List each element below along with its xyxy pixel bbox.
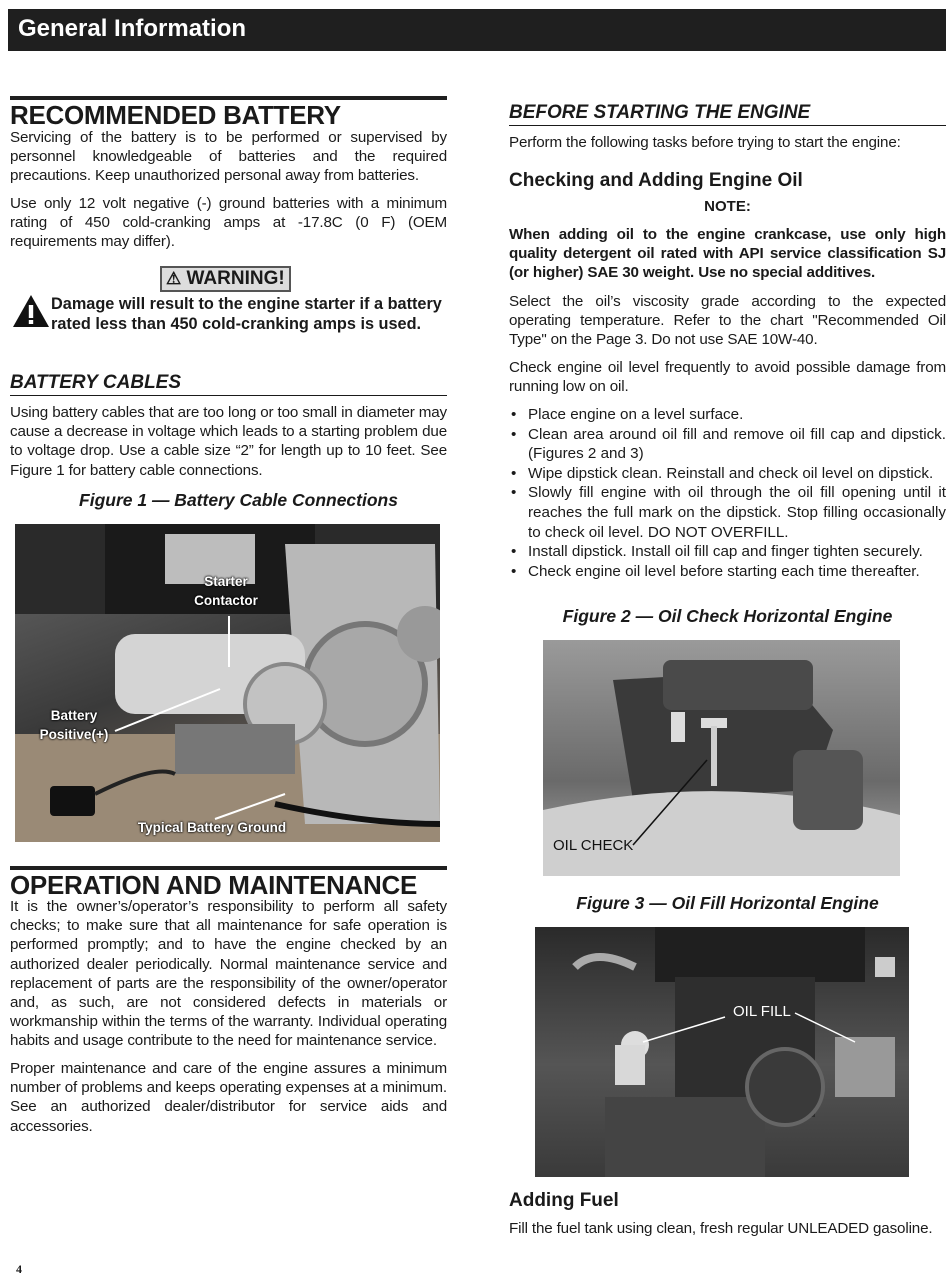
operation-paragraph-1: It is the owner’s/operator’s responsibility to perform all safety checks; to make sure that all maintenance for safe operation is performed promptly; and to have the engine checked by an authorized dealer periodically. Normal maintenance service and replacement of parts are the responsibility of the owner/operator and, as such, are not considered defects in materials or workmanship within the terms of the warranty. Individual operating habits and usage contribute to the need for maintenance service.	[10, 898, 447, 1050]
section-header-bar	[8, 9, 946, 51]
before-starting-intro: Perform the following tasks before trying to start the engine:	[509, 134, 901, 151]
oil-fill-engine-illustration	[535, 927, 909, 1177]
figure-1-photo	[15, 524, 440, 842]
label-battery-positive: Battery Positive(+)	[39, 708, 109, 742]
list-item: • Install dipstick. Install oil fill cap and finger tighten securely.	[509, 542, 946, 562]
battery-cables-paragraph: Using battery cables that are too long or too small in diameter may cause a decrease in voltage which leads to a starting problem due to voltage drop. Use a cable size “2” for length up to 10 feet. See Figure 1 for battery cable connections.	[10, 404, 447, 479]
page-number: 4	[16, 1262, 22, 1276]
warning-text: Damage will result to the engine starter if a battery rated less than 450 cold-cranking amps is used.	[51, 295, 442, 333]
label-battery-ground: Typical Battery Ground	[137, 820, 287, 835]
list-item: • Clean area around oil fill and remove oil fill cap and dipstick. (Figures 2 and 3)	[509, 425, 946, 464]
warning-label-box	[160, 266, 291, 292]
figure-3-caption: Figure 3 — Oil Fill Horizontal Engine	[576, 893, 879, 913]
list-item: • Check engine oil level before starting each time thereafter.	[509, 562, 946, 582]
battery-paragraph-2: Use only 12 volt negative (-) ground batteries with a minimum rating of 450 cold-cranking amps at -17.8C (0 F) (OEM requirements may differ).	[10, 195, 447, 251]
battery-title: RECOMMENDED BATTERY	[10, 100, 341, 130]
operation-title: OPERATION AND MAINTENANCE	[10, 870, 418, 900]
warning-label: WARNING!	[186, 268, 285, 289]
list-item: • Wipe dipstick clean. Reinstall and check oil level on dipstick.	[509, 464, 946, 484]
figure-1-caption: Figure 1 — Battery Cable Connections	[79, 490, 398, 510]
label-oil-check: OIL CHECK	[553, 837, 634, 854]
oil-section-heading: Checking and Adding Engine Oil	[509, 170, 803, 191]
figure-2-photo	[543, 640, 900, 876]
note-text: When adding oil to the engine crankcase, use only high quality detergent oil rated with API service classification SJ (or higher) SAE 30 weight. Use no special additives.	[509, 226, 946, 282]
adding-fuel-heading: Adding Fuel	[509, 1190, 619, 1211]
warning-triangle-icon	[12, 293, 50, 329]
list-item: • Slowly fill engine with oil through the oil fill opening until it reaches the full mark on the dipstick. Stop filling occasionally to check oil level. DO NOT OVERFILL.	[509, 483, 946, 542]
before-starting-heading: BEFORE STARTING THE ENGINE	[509, 102, 946, 126]
figure-3-photo	[535, 927, 909, 1177]
note-label: NOTE:	[704, 198, 751, 215]
adding-fuel-paragraph: Fill the fuel tank using clean, fresh regular UNLEADED gasoline.	[509, 1220, 933, 1237]
battery-paragraph-1: Servicing of the battery is to be performed or supervised by personnel knowledgeable of batteries and the required precautions. Keep unauthorized personal away from batteries.	[10, 129, 447, 185]
operation-paragraph-2: Proper maintenance and care of the engine assures a minimum number of problems and keeps operating expenses at a minimum. See an authorized dealer/distributor for service aids and accessories.	[10, 1060, 447, 1135]
oil-steps-list	[509, 405, 946, 581]
label-oil-fill: OIL FILL	[733, 1003, 791, 1020]
figure-2-caption: Figure 2 — Oil Check Horizontal Engine	[562, 606, 893, 626]
section-header-title: General Information	[18, 15, 247, 42]
oil-paragraph-2: Check engine oil level frequently to avoid possible damage from running low on oil.	[509, 359, 946, 396]
warning-triangle-icon: ⚠	[166, 269, 182, 288]
label-starter-contactor: Starter Contactor	[194, 574, 258, 608]
battery-cables-heading: BATTERY CABLES	[10, 372, 447, 396]
oil-paragraph-1: Select the oil’s viscosity grade according to the expected operating temperature. Refer to the chart "Recommended Oil Type" on the Page 3. Do not use SAE 10W-40.	[509, 293, 946, 349]
list-item: • Place engine on a level surface.	[509, 405, 946, 425]
